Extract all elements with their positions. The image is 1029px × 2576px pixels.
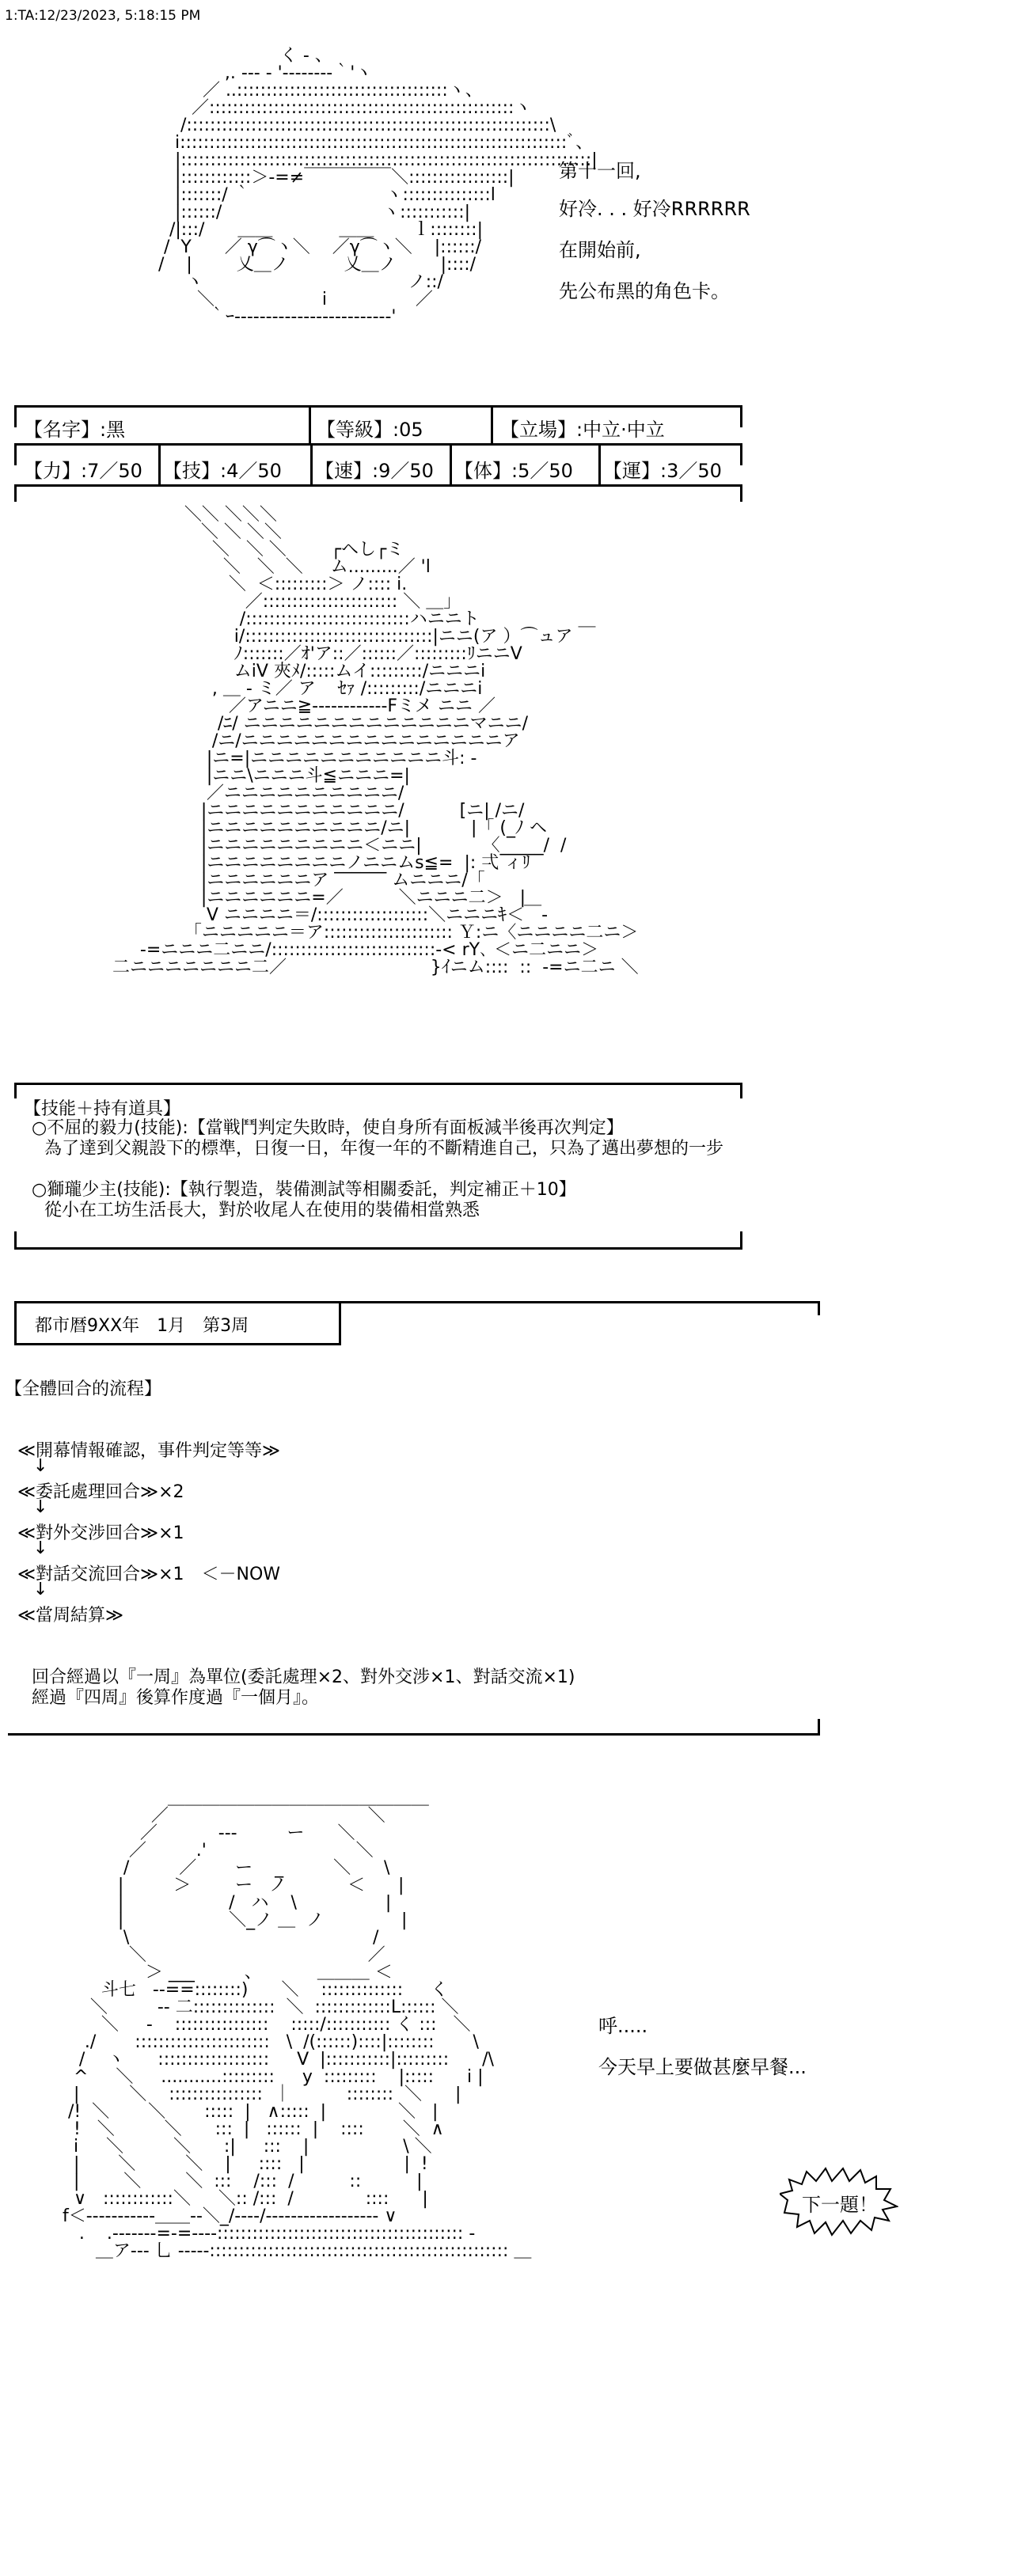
intro-line-2: 好冷. . . 好冷RRRRRR: [559, 198, 750, 220]
skill-1-desc: 為了達到父親設下的標準，日復一日，年復一年的不斷精進自己，只為了邁出夢想的一步: [44, 1139, 724, 1159]
calendar-label: 都市暦9XX年 1月 第3周: [35, 1316, 249, 1336]
flow-arrow-2: ↓: [33, 1497, 48, 1517]
flow-title: 【全體回合的流程】: [5, 1379, 162, 1399]
card-name: 【名字】:黑: [24, 419, 126, 441]
card-stat-body: 【体】:5／50: [454, 460, 573, 482]
ascii-art-face: く ‐ 、 ,. ‐‐‐ ‐ '‐‐‐‐‐‐‐‐｀'ヽ ／ ..::::::::::::::::::::::::::::::::::::ヽ、 ／::::::::::::::::::::::::::::::::::::::::::::::::::::ヽ /::::::::::::::::::::::::::::::::::::::::::::::::::::::::::::::\ i::::::::::::::::::::::::::::::::::::::::::::::::::::::::::::::::::ﾞ、 |::::::::::::::::::::::::::::::::::::::::::::::::::::::::::::::::::::::| |::::::::::::＞‐=≠￣￣￣￣￣＼:::::::::::::::::| |:::::::/ ｀ ヽ:::::::::::::::l |::::::/ ヽ:::::::::::| /|:::/ ＿＿ ＿＿ ｌ::::::::| / Y ／ γ⌒ヽ＼ ／γ⌒ヽ＼ |::::::/ / | 乂＿ノ 乂＿ノ |::::/ ヽ ノ::/ ＼ i ／ ｀ｰ‐-----------------------‐': [158, 46, 598, 327]
card-stat-speed: 【速】:9／50: [315, 460, 434, 482]
bubble-text: 下一題！: [802, 2194, 878, 2216]
intro-line-4: 先公布黑的角色卡。: [559, 280, 730, 302]
flow-step-4: ≪對話交流回合≫×1 ＜－NOW: [17, 1565, 281, 1584]
ascii-art-bottom-figure: ＿＿＿＿＿＿＿＿＿＿＿＿＿＿＿ ／ ＼ ／ ‐‐- ー ＼ ／ .' ＼ / ／ ー _ ＼ \ | ＞ ー ノ ＜ | | / ハ \ | | ＼_ノ ＿ ノ | \ / ＼ ／ ＞ ___ 、 ＿＿＿ ＜ 斗七 ‐-==::::::::) ＼ :::::::::::::: く ＼ -- 二:::::::::::::: ＼ :::::::::::::L:::::: ＼ ＼ ‐ :::::::::::::::: :::::/::::::::::: く ::: ＼ ./ ::::::::::::::::::::::: \ /(::::::)::::|:::::::: \ / ヽ ::::::::::::::::::: V |:::::::::::|::::::::: /\ ^ ＼ ...........::::::::: y ::::::::: |::::: i | | ＼ :::::::::::::::: ｜ :::::::: ＼ | /! ＼ ＼ ::::: | ∧::::: | ＼ | ! ＼ ＼ ::: | :::::: | :::: ＼ ∧ i ＼ ＼ :| ::: | \ ＼ | ＼ ＼ | :::: | | ! | ＼ ＼ ::: /::: / :: | ∨ ::::::::::::＼ ＼:: /::: / :::: | f＜‐‐‐‐‐‐‐‐‐‐‐＿＿‐‐＼_/‐‐‐‐/‐‐‐‐‐‐‐‐‐‐‐‐‐‐‐‐‐‐ ∨ . .‐‐‐‐‐‐‐=‐=‐‐‐‐:::::::::::::::::::::::::::::::::::::::::: ‐ ＿ア‐‐‐ 乚 ‐‐‐‐‐::::::::::::::::::::::::::::::::::::::::::::::::::: ＿: [62, 1789, 532, 2261]
intro-line-3: 在開始前,: [559, 239, 641, 261]
card-alignment: 【立場】:中立·中立: [500, 419, 665, 441]
ending-line-2: 今天早上要做甚麼早餐...: [598, 2056, 807, 2078]
flow-note-2: 經過『四周』後算作度過『一個月』。: [32, 1688, 320, 1708]
card-level: 【等級】:05: [317, 419, 423, 441]
flow-step-2: ≪委託處理回合≫×2: [17, 1482, 184, 1502]
ending-line-1: 呼.....: [598, 2015, 648, 2037]
flow-arrow-4: ↓: [33, 1580, 48, 1599]
card-stat-skill: 【技】:4／50: [163, 460, 282, 482]
skill-1-name: ○不屈的毅力(技能):【當戦鬥判定失敗時，使自身所有面板減半後再次判定】: [32, 1118, 624, 1138]
skills-title: 【技能＋持有道具】: [24, 1099, 181, 1119]
flow-note-1: 回合經過以『一周』為單位(委託處理×2、對外交涉×1、對話交流×1): [32, 1667, 575, 1687]
flow-step-1: ≪開幕情報確認，事件判定等等≫: [17, 1441, 281, 1461]
intro-line-1: 第十一回,: [559, 160, 641, 182]
skill-2-desc: 從小在工坊生活長大，對於收尾人在使用的裝備相當熟悉: [44, 1201, 480, 1220]
post-header: 1:TA:12/23/2023, 5:18:15 PM: [5, 8, 201, 24]
card-stat-luck: 【運】:3／50: [603, 460, 722, 482]
flow-arrow-1: ↓: [33, 1456, 48, 1476]
ascii-art-kneeling-figure: ＼＼ ＼＼＼ ＼ ＼ ＼＼ ＼ ＼ ＼ ┌ヘし┌ミ ＼ ＼ ＼ ム.........／ 'l ＼ ＜:::::::::＞ ノ:::: i. ／::::::::::::::::::::::: ＼ ＿｣ /::::::::::::::::::::::::::::ハニニト i/::::::::::::::::::::::::::::::::|ニニ(ア ）⌒ュア ￣ ﾉ:::::::／ｵ'ア::／::::::／:::::::::ﾘニニV ムiV 夾ﾒ/:::::ムイ:::::::::/ニニニi , ＿ ‐ ミ／ ア ｾｧ /:::::::::/ニニニi ／アニニ≧‐‐‐‐‐‐‐‐‐‐‐‐Fミメ ニニ ／ /ﾆ/ ニニニニニニニニニニニニニマニニ/ /ニ/ニニニニニニニニニニニニニニニア |ニ=|ニニニニニニニニニニニ斗: ‐ |ニニ\ニニニ斗≦ニニニ=| ／ニニニニニニニニニニ/ |ニニニニニニニニニニニ/ [ニ| /ニ/ |ニニニニニニニニニニ/ニ| |「 (_ﾉ ヘ |ニニニニニニニニニ＜ニニ| 〈_____/ / |ニニニニニニニニノニニムs≦= |: 弌 ィﾘ |ニニニニニニア ‾‾‾‾‾‾ ムニニニ/「 |ニニニニニニ=／ ＼ニニニ二＞ | V ニニニニ＝/:::::::::::::::::::＼ニニニｷ＜￣‐ 「ニニニニニ＝ア:::::::::::::::::::::: Ｙ:ニ〈ニニニニ二ニ＞ ‐=ニニニ二ニニ/::::::::::::::::::::::::::::-< rY､ ＜ニ二ニニ＞ 二ニニニニニニニ二／ }ｲニム:::: :: -=ニ二ニ ＼: [112, 505, 639, 977]
flow-step-5: ≪當周結算≫: [17, 1606, 124, 1626]
skill-2-name: ○獅瓏少主(技能):【執行製造，裝備測試等相關委託，判定補正＋10】: [32, 1180, 576, 1200]
card-stat-strength: 【力】:7／50: [24, 460, 142, 482]
flow-arrow-3: ↓: [33, 1538, 48, 1558]
next-question-bubble: [780, 2161, 898, 2240]
flow-step-3: ≪對外交涉回合≫×1: [17, 1523, 184, 1543]
